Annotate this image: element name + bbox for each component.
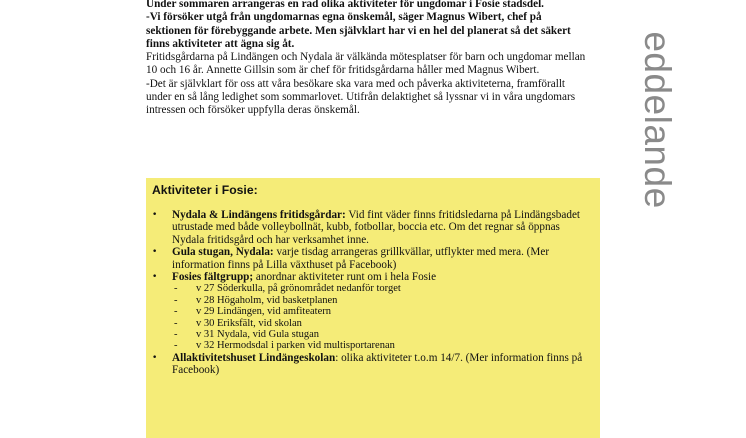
activities-box <box>146 178 600 438</box>
week-text: v 27 Söderkulla, på grönområdet nedanför torget <box>196 283 401 295</box>
week-item <box>148 340 592 351</box>
activities-list <box>148 209 592 377</box>
item-heading: Nydala & Lindängens fritidsgårdar: <box>172 209 346 221</box>
dash-icon: - <box>174 329 178 341</box>
item-text: : olika aktiviteter t.o.m 14/7. (Mer information finns på Facebook) <box>172 351 583 377</box>
item-heading: Gula stugan, Nydala: <box>172 246 274 259</box>
item-text: Vid fint väder finns fritidsledarna på Lindängsbadet utrustade med både volleybollnät, kubb, fotbollar, boccia etc. Om det regnar så öppnas Nydala fritidsgård och har verksamhet inne. <box>172 209 581 246</box>
list-item <box>148 209 592 246</box>
week-text: v 32 Hermodsdal i parken vid multisportarenan <box>196 340 395 352</box>
dash-icon: - <box>174 294 178 306</box>
week-item <box>148 295 592 306</box>
item-text: anordnar aktiviteter runt om i hela Fosie <box>253 271 437 284</box>
side-label-text: eddelande <box>637 31 678 209</box>
week-item <box>148 318 592 329</box>
week-item <box>148 306 592 317</box>
week-item <box>148 283 592 294</box>
list-item <box>148 246 592 271</box>
week-text: v 30 Eriksfält, vid skolan <box>196 317 302 329</box>
body-paragraph-1: Fritidsgårdarna på Lindängen och Nydala är välkända mötesplatser för barn och ungdomar mellan 10 och 16 år. Annette Gillsin som är chef för fritidsgårdarna håller med Magnus Wibert. <box>146 51 586 77</box>
activities-title: Aktiviteter i Fosie: <box>152 183 258 197</box>
bullet-icon: • <box>152 352 158 363</box>
article-intro <box>146 0 586 118</box>
bullet-icon: • <box>152 247 158 258</box>
bullet-icon: • <box>152 210 158 220</box>
week-text: v 31 Nydala, vid Gula stugan <box>196 329 320 341</box>
item-text: varje tisdag arrangeras grillkvällar, utflykter med mera. (Mer information finns på Lilla växthuset på Facebook) <box>172 246 550 271</box>
lead-paragraph: Under sommaren arrangeras en rad olika aktiviteter för ungdomar i Fosie stadsdel. <box>146 0 544 10</box>
body-paragraph-2: -Det är självklart för oss att våra besökare ska vara med och påverka aktiviteterna, framförallt under en så lång ledighet som sommarlovet. Utifrån delaktighet så lyssnar vi in våra ungdomars intressen och försöker uppfylla deras önskemål. <box>146 77 576 117</box>
dash-icon: - <box>174 317 178 329</box>
list-item <box>148 352 592 377</box>
dash-icon: - <box>174 306 178 318</box>
bullet-icon: • <box>152 272 158 283</box>
week-item <box>148 329 592 340</box>
item-heading: Allaktivitetshuset Lindängeskolan <box>172 351 336 364</box>
quote-paragraph: -Vi försöker utgå från ungdomarnas egna önskemål, säger Magnus Wibert, chef på sektionen för förebyggande arbete. Men självklart har vi en hel del planerat så det säkert finns aktiviteter att ägna sig åt. <box>146 11 571 50</box>
side-label <box>637 4 678 236</box>
dash-icon: - <box>174 340 178 352</box>
list-item <box>148 271 592 283</box>
week-text: v 28 Högaholm, vid basketplanen <box>196 294 338 306</box>
item-heading: Fosies fältgrupp; <box>172 271 254 284</box>
dash-icon: - <box>174 283 178 295</box>
week-text: v 29 Lindängen, vid amfiteatern <box>196 306 331 318</box>
